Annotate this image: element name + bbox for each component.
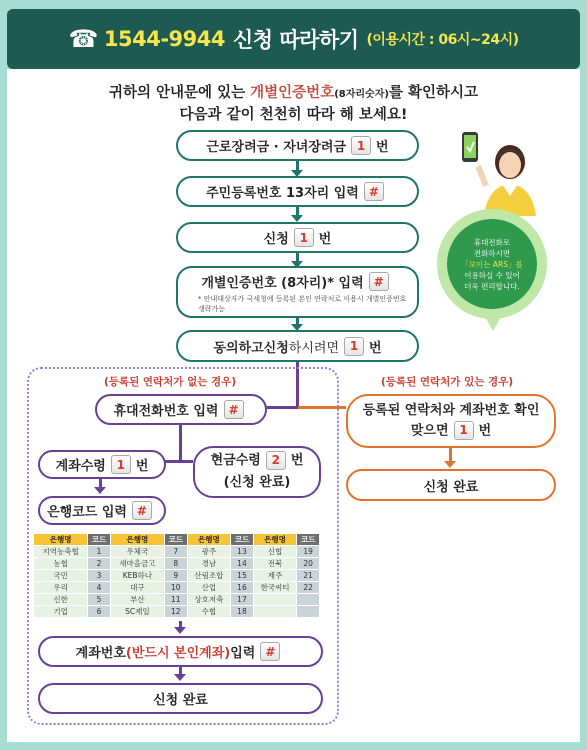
connector [165,460,193,463]
intro-line2: 다음과 같이 천천히 따라 해 보세요! [179,107,408,123]
arrow-head [291,215,303,222]
registered-line2: 맞으면 [410,423,449,439]
call-agent-icon [458,128,548,216]
bank-code-cell [297,594,320,606]
bank-code-cell: 6 [88,606,111,618]
bank-name-cell: SC제일 [110,606,164,618]
final-done-label: 신청 완료 [153,693,208,708]
registered-line1: 등록된 연락처와 계좌번호 확인 [362,402,540,418]
bank-code-cell: 10 [164,582,187,594]
bank-code-cell [297,606,320,618]
step-1-suffix: 번 [376,140,389,155]
header-bank: 은행명 [187,534,231,546]
bank-name-cell: 농협 [34,558,88,570]
table-row [34,546,320,558]
phone-input-label: 휴대전화번호 입력 [113,404,219,419]
account-receipt-label: 계좌수령 [55,459,106,474]
bank-code-cell: 15 [231,570,254,582]
header-bank: 은행명 [34,534,88,546]
registered-suffix: 번 [478,423,492,439]
bank-code-cell: 7 [164,546,187,558]
table-row [34,558,320,570]
step-3-label: 신청 [263,232,289,247]
bank-code-cell: 2 [88,558,111,570]
arrow-head [94,487,106,494]
bank-name-cell: 경남 [187,558,231,570]
key-1-icon: 1 [454,421,474,440]
bank-name-cell: 신한 [34,594,88,606]
bank-code-cell: 4 [88,582,111,594]
bank-name-cell [253,594,297,606]
bubble-line: 휴대전화로 [473,237,511,247]
key-2-icon: 2 [266,451,286,470]
key-hash-icon: # [369,272,389,291]
right-case-label: (등록된 연락처가 있는 경우) [381,376,514,388]
key-hash-icon: # [260,642,280,661]
bank-name-cell: KEB하나 [110,570,164,582]
phone-input-box [95,394,267,425]
bank-name-cell: 산업 [187,582,231,594]
bank-name-cell: 새마을금고 [110,558,164,570]
connector [449,448,452,462]
key-1-icon: 1 [111,455,131,474]
bank-code-cell: 5 [88,594,111,606]
bank-name-cell: 우리 [34,582,88,594]
table-row [34,594,320,606]
phone-number: 1544-9944 [103,27,225,51]
account-receipt-suffix: 번 [135,459,149,474]
right-done-label: 신청 완료 [423,479,479,495]
bank-name-cell: 광주 [187,546,231,558]
bank-code-label: 은행코드 입력 [47,505,127,520]
key-1-icon: 1 [351,136,371,155]
service-hours: (이용시간 : 06시~24시) [366,32,519,48]
bank-name-cell: 부산 [110,594,164,606]
bank-code-cell: 12 [164,606,187,618]
bank-name-cell: 한국씨티 [253,582,297,594]
intro-line1-b: 를 확인하시고 [388,85,479,101]
step-1-box [176,130,419,161]
header-code: 코드 [231,534,254,546]
bank-name-cell: 대구 [110,582,164,594]
bank-code-cell: 3 [88,570,111,582]
account-number-warning: (반드시 본인계좌) [125,646,231,661]
step-2-box [176,176,419,207]
bubble-line: 전화하시면 [473,248,511,258]
bank-code-box [38,496,166,525]
key-hash-icon: # [364,182,384,201]
step-5-label-c: 하시려면 [288,340,340,356]
step-5-suffix: 번 [369,340,382,356]
cash-receipt-label: 현금수령 [210,453,261,468]
bank-name-cell: 국민 [34,570,88,582]
bank-code-cell: 20 [297,558,320,570]
account-receipt-box [38,450,166,479]
intro-text [0,83,587,126]
key-hash-icon: # [132,501,152,520]
bank-name-cell: 제주 [253,570,297,582]
step-4-label: 개별인증번호 (8자리)* 입력 [201,276,364,291]
intro-small: (8자리숫자) [334,89,389,100]
bank-code-cell: 9 [164,570,187,582]
ars-bubble [437,209,547,319]
header-bank: 은행명 [110,534,164,546]
header-code: 코드 [164,534,187,546]
bank-name-cell: 수협 [187,606,231,618]
step-1-label: 근로장려금 · 자녀장려금 [206,140,346,155]
bank-code-cell: 1 [88,546,111,558]
arrow-head [174,674,186,681]
bank-name-cell: 우체국 [110,546,164,558]
bank-name-cell: 기업 [34,606,88,618]
arrow-head [174,627,186,634]
bank-code-cell: 13 [231,546,254,558]
key-1-icon: 1 [294,228,314,247]
bank-name-cell: 산림조합 [187,570,231,582]
connector [179,425,182,461]
step-5-label-b: 신청 [263,340,289,356]
bubble-line: 더욱 편리합니다. [464,281,520,291]
bubble-tail [484,315,502,331]
bank-name-cell: 상호저축 [187,594,231,606]
step-3-suffix: 번 [318,232,332,247]
final-done-box [38,683,323,714]
page-title: 신청 따라하기 [233,28,359,52]
cash-receipt-done: (신청 완료) [223,475,291,490]
bubble-line-highlight: 「보이는 ARS」를 [461,259,523,269]
header-bank: 은행명 [253,534,297,546]
registered-contact-box [346,394,556,448]
intro-highlight: 개별인증번호 [250,85,335,101]
cash-receipt-box [193,446,321,498]
bank-code-cell: 18 [231,606,254,618]
step-4-note: * 안내대상자가 국세청에 등록된 본인 연락처로 이용시 개별인증번호 생략가능 [198,295,407,313]
bank-code-cell: 11 [164,594,187,606]
step-5-box [176,330,419,362]
left-case-label: (등록된 연락처가 없는 경우) [104,376,237,388]
table-row [34,582,320,594]
right-done-box [346,469,556,501]
bank-code-cell: 17 [231,594,254,606]
cash-receipt-suffix: 번 [290,453,304,468]
bank-code-cell: 14 [231,558,254,570]
telephone-icon: ☎ [68,25,98,53]
table-header-row [34,534,320,546]
bank-code-cell: 21 [297,570,320,582]
account-number-label: 계좌번호 [75,646,126,661]
bubble-line: 이용하실 수 있어 [464,270,520,280]
bank-code-table [33,533,320,618]
table-row [34,606,320,618]
step-5-label-a: 동의하고 [213,340,264,356]
key-hash-icon: # [224,400,244,419]
bank-name-cell: 지역농축협 [34,546,88,558]
step-3-box [176,222,419,253]
key-1-icon: 1 [344,337,364,356]
bank-code-cell: 8 [164,558,187,570]
account-number-box [38,636,323,667]
bank-code-cell: 19 [297,546,320,558]
bank-code-cell: 22 [297,582,320,594]
bank-name-cell: 신협 [253,546,297,558]
bank-name-cell [253,606,297,618]
table-row [34,570,320,582]
bank-code-cell: 16 [231,582,254,594]
header-code: 코드 [297,534,320,546]
header-banner [7,9,580,69]
arrow-head [444,461,456,468]
header-code: 코드 [88,534,111,546]
intro-line1-a: 귀하의 안내문에 있는 [108,85,251,101]
step-2-label: 주민등록번호 13자리 입력 [206,186,359,201]
bank-name-cell: 전북 [253,558,297,570]
account-number-suffix: 입력 [230,646,256,661]
